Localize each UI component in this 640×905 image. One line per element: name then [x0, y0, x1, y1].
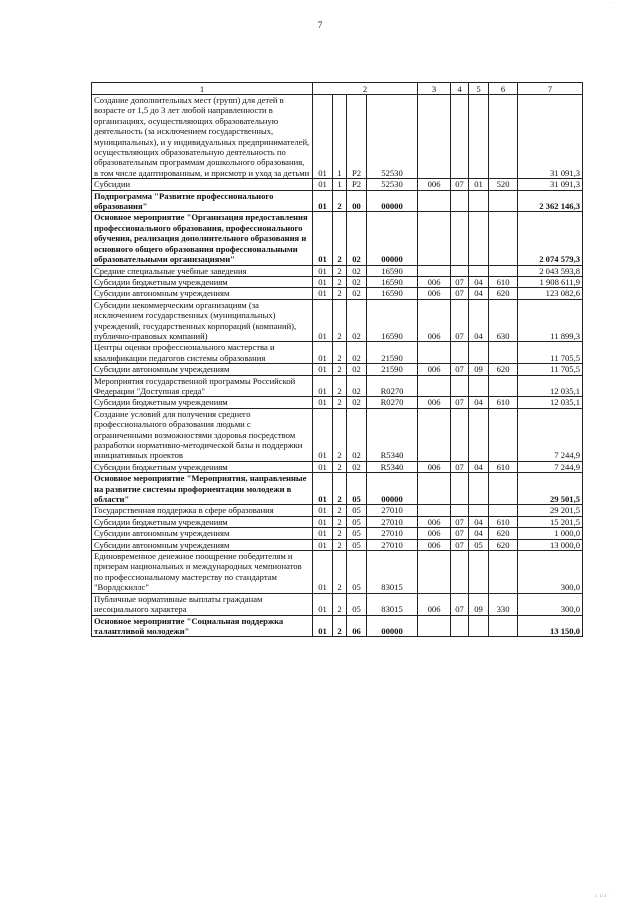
- code-ministry-cell: 006: [418, 461, 451, 472]
- code-ministry-cell: [418, 615, 451, 637]
- amount-cell: 7 244,9: [518, 408, 583, 461]
- code-subsection-cell: 04: [469, 528, 489, 539]
- code-event-cell: 02: [347, 265, 367, 276]
- code-direction-cell: R0270: [367, 397, 418, 408]
- code-subprogram-cell: 1: [333, 95, 347, 179]
- row-name-cell: Субсидии автономным учреждениям: [92, 364, 313, 375]
- code-expense-type-cell: [489, 95, 518, 179]
- code-ministry-cell: [418, 408, 451, 461]
- code-event-cell: 02: [347, 375, 367, 397]
- code-expense-type-cell: 620: [489, 364, 518, 375]
- code-event-cell: 02: [347, 408, 367, 461]
- code-direction-cell: R5340: [367, 408, 418, 461]
- column-header: 4: [451, 83, 469, 95]
- code-program-cell: 01: [313, 516, 333, 527]
- table-row: [92, 505, 583, 516]
- code-expense-type-cell: 610: [489, 516, 518, 527]
- code-ministry-cell: [418, 95, 451, 179]
- code-section-cell: [451, 190, 469, 212]
- code-event-cell: 05: [347, 528, 367, 539]
- code-direction-cell: 27010: [367, 505, 418, 516]
- code-program-cell: 01: [313, 461, 333, 472]
- row-name-cell: Субсидии бюджетным учреждениям: [92, 461, 313, 472]
- table-row: [92, 288, 583, 299]
- code-program-cell: 01: [313, 408, 333, 461]
- column-header: 2: [313, 83, 418, 95]
- code-ministry-cell: [418, 212, 451, 265]
- row-name-cell: Публичные нормативные выплаты гражданам несоциального характера: [92, 593, 313, 615]
- row-name-cell: Субсидии бюджетным учреждениям: [92, 276, 313, 287]
- code-event-cell: 02: [347, 276, 367, 287]
- code-ministry-cell: 006: [418, 397, 451, 408]
- code-subprogram-cell: 2: [333, 615, 347, 637]
- code-program-cell: 01: [313, 288, 333, 299]
- amount-cell: 2 043 593,8: [518, 265, 583, 276]
- table-row: [92, 364, 583, 375]
- code-ministry-cell: [418, 473, 451, 505]
- code-section-cell: 07: [451, 528, 469, 539]
- code-subsection-cell: [469, 190, 489, 212]
- column-header: 1: [92, 83, 313, 95]
- code-program-cell: 01: [313, 505, 333, 516]
- code-direction-cell: 00000: [367, 212, 418, 265]
- code-expense-type-cell: 620: [489, 539, 518, 550]
- code-subprogram-cell: 2: [333, 473, 347, 505]
- code-subprogram-cell: 2: [333, 375, 347, 397]
- row-name-cell: Субсидии бюджетным учреждениям: [92, 516, 313, 527]
- code-direction-cell: 27010: [367, 539, 418, 550]
- code-subsection-cell: [469, 551, 489, 594]
- code-section-cell: 07: [451, 461, 469, 472]
- amount-cell: 300,0: [518, 593, 583, 615]
- code-event-cell: 05: [347, 516, 367, 527]
- table-row: [92, 276, 583, 287]
- code-section-cell: [451, 265, 469, 276]
- code-event-cell: 02: [347, 299, 367, 342]
- row-name-cell: Основное мероприятие "Социальная поддержка талантливой молодежи": [92, 615, 313, 637]
- table-header-row: [92, 83, 583, 95]
- code-program-cell: 01: [313, 593, 333, 615]
- table-row: [92, 179, 583, 190]
- code-subsection-cell: [469, 342, 489, 364]
- code-event-cell: 05: [347, 505, 367, 516]
- code-direction-cell: 00000: [367, 190, 418, 212]
- code-subsection-cell: [469, 615, 489, 637]
- code-expense-type-cell: [489, 505, 518, 516]
- amount-cell: 1 908 611,9: [518, 276, 583, 287]
- amount-cell: 29 201,5: [518, 505, 583, 516]
- code-ministry-cell: 006: [418, 276, 451, 287]
- code-subsection-cell: 09: [469, 364, 489, 375]
- table-row: [92, 299, 583, 342]
- code-expense-type-cell: [489, 551, 518, 594]
- code-event-cell: 02: [347, 212, 367, 265]
- table-body: [92, 95, 583, 637]
- code-ministry-cell: 006: [418, 516, 451, 527]
- code-subsection-cell: [469, 505, 489, 516]
- budget-table: [91, 82, 583, 637]
- code-subprogram-cell: 2: [333, 212, 347, 265]
- code-subsection-cell: 04: [469, 516, 489, 527]
- code-subprogram-cell: 1: [333, 179, 347, 190]
- code-program-cell: 01: [313, 551, 333, 594]
- code-ministry-cell: [418, 265, 451, 276]
- code-ministry-cell: 006: [418, 539, 451, 550]
- code-expense-type-cell: [489, 375, 518, 397]
- code-ministry-cell: [418, 190, 451, 212]
- table-row: [92, 461, 583, 472]
- amount-cell: 31 091,3: [518, 179, 583, 190]
- amount-cell: 12 035,1: [518, 375, 583, 397]
- code-program-cell: 01: [313, 397, 333, 408]
- row-name-cell: Субсидии автономным учреждениям: [92, 539, 313, 550]
- code-expense-type-cell: [489, 212, 518, 265]
- amount-cell: 11 705,5: [518, 364, 583, 375]
- code-subprogram-cell: 2: [333, 539, 347, 550]
- code-section-cell: [451, 615, 469, 637]
- code-section-cell: [451, 505, 469, 516]
- amount-cell: 2 074 579,3: [518, 212, 583, 265]
- code-program-cell: 01: [313, 265, 333, 276]
- code-subprogram-cell: 2: [333, 408, 347, 461]
- table-row: [92, 95, 583, 179]
- amount-cell: 13 150,0: [518, 615, 583, 637]
- code-direction-cell: 52530: [367, 179, 418, 190]
- column-header: 7: [518, 83, 583, 95]
- amount-cell: 1 000,0: [518, 528, 583, 539]
- amount-cell: 15 201,5: [518, 516, 583, 527]
- table-row: [92, 516, 583, 527]
- amount-cell: 13 000,0: [518, 539, 583, 550]
- code-direction-cell: 21590: [367, 342, 418, 364]
- code-expense-type-cell: [489, 615, 518, 637]
- code-expense-type-cell: 520: [489, 179, 518, 190]
- code-section-cell: 07: [451, 539, 469, 550]
- code-direction-cell: 16590: [367, 299, 418, 342]
- code-expense-type-cell: 330: [489, 593, 518, 615]
- code-event-cell: 02: [347, 288, 367, 299]
- code-expense-type-cell: 610: [489, 461, 518, 472]
- code-event-cell: 02: [347, 364, 367, 375]
- code-program-cell: 01: [313, 179, 333, 190]
- column-header: 3: [418, 83, 451, 95]
- table-row: [92, 539, 583, 550]
- code-subprogram-cell: 2: [333, 299, 347, 342]
- code-subsection-cell: 04: [469, 299, 489, 342]
- code-expense-type-cell: 610: [489, 397, 518, 408]
- amount-cell: 2 362 146,3: [518, 190, 583, 212]
- code-program-cell: 01: [313, 190, 333, 212]
- code-direction-cell: 00000: [367, 473, 418, 505]
- code-ministry-cell: 006: [418, 593, 451, 615]
- code-section-cell: 07: [451, 276, 469, 287]
- code-section-cell: 07: [451, 299, 469, 342]
- amount-cell: 7 244,9: [518, 461, 583, 472]
- code-section-cell: [451, 375, 469, 397]
- code-subprogram-cell: 2: [333, 551, 347, 594]
- code-program-cell: 01: [313, 95, 333, 179]
- table-row: [92, 190, 583, 212]
- code-event-cell: 02: [347, 397, 367, 408]
- code-section-cell: 07: [451, 364, 469, 375]
- code-program-cell: 01: [313, 342, 333, 364]
- code-subprogram-cell: 2: [333, 593, 347, 615]
- row-name-cell: Основное мероприятие "Мероприятия, направленные на развитие системы профориентации молодежи в области": [92, 473, 313, 505]
- code-program-cell: 01: [313, 276, 333, 287]
- code-subprogram-cell: 2: [333, 190, 347, 212]
- column-header: 6: [489, 83, 518, 95]
- code-expense-type-cell: [489, 342, 518, 364]
- code-subsection-cell: [469, 212, 489, 265]
- code-program-cell: 01: [313, 615, 333, 637]
- code-section-cell: [451, 473, 469, 505]
- table-row: [92, 375, 583, 397]
- code-program-cell: 01: [313, 299, 333, 342]
- table-row: [92, 212, 583, 265]
- table-row: [92, 397, 583, 408]
- code-subprogram-cell: 2: [333, 265, 347, 276]
- code-expense-type-cell: [489, 265, 518, 276]
- code-subsection-cell: 04: [469, 288, 489, 299]
- code-direction-cell: 16590: [367, 265, 418, 276]
- code-subsection-cell: [469, 265, 489, 276]
- row-name-cell: Субсидии: [92, 179, 313, 190]
- code-program-cell: 01: [313, 528, 333, 539]
- code-expense-type-cell: [489, 190, 518, 212]
- code-subprogram-cell: 2: [333, 516, 347, 527]
- code-subsection-cell: 04: [469, 461, 489, 472]
- code-subsection-cell: [469, 95, 489, 179]
- code-expense-type-cell: 620: [489, 288, 518, 299]
- code-direction-cell: R0270: [367, 375, 418, 397]
- code-subsection-cell: [469, 473, 489, 505]
- row-name-cell: Субсидии некоммерческим организациям (за исключением государственных (муниципальных) учреждений, государственных корпораций (компаний), публично-правовых компаний): [92, 299, 313, 342]
- code-expense-type-cell: 610: [489, 276, 518, 287]
- corner-mark: · ·: [611, 1, 616, 6]
- column-header: 5: [469, 83, 489, 95]
- code-direction-cell: 00000: [367, 615, 418, 637]
- code-subsection-cell: [469, 375, 489, 397]
- amount-cell: 31 091,3: [518, 95, 583, 179]
- code-subprogram-cell: 2: [333, 505, 347, 516]
- code-program-cell: 01: [313, 473, 333, 505]
- amount-cell: 11 899,3: [518, 299, 583, 342]
- row-name-cell: Подпрограмма "Развитие профессионального образования": [92, 190, 313, 212]
- code-event-cell: 06: [347, 615, 367, 637]
- code-section-cell: 07: [451, 179, 469, 190]
- code-subprogram-cell: 2: [333, 528, 347, 539]
- amount-cell: 11 705,5: [518, 342, 583, 364]
- code-expense-type-cell: [489, 473, 518, 505]
- table-row: [92, 593, 583, 615]
- code-event-cell: P2: [347, 95, 367, 179]
- code-direction-cell: R5340: [367, 461, 418, 472]
- code-subsection-cell: 04: [469, 397, 489, 408]
- table-row: [92, 265, 583, 276]
- code-ministry-cell: 006: [418, 179, 451, 190]
- amount-cell: 123 082,6: [518, 288, 583, 299]
- code-program-cell: 01: [313, 212, 333, 265]
- code-ministry-cell: [418, 342, 451, 364]
- code-direction-cell: 16590: [367, 276, 418, 287]
- code-event-cell: 00: [347, 190, 367, 212]
- row-name-cell: Субсидии бюджетным учреждениям: [92, 397, 313, 408]
- row-name-cell: Центры оценки профессионального мастерства и квалификации педагогов системы образования: [92, 342, 313, 364]
- code-section-cell: 07: [451, 516, 469, 527]
- code-direction-cell: 52530: [367, 95, 418, 179]
- code-event-cell: 02: [347, 342, 367, 364]
- code-direction-cell: 83015: [367, 551, 418, 594]
- code-section-cell: 07: [451, 288, 469, 299]
- code-program-cell: 01: [313, 539, 333, 550]
- code-subprogram-cell: 2: [333, 288, 347, 299]
- row-name-cell: Создание условий для получения среднего профессионального образования людьми с ограниченными возможностями здоровья посредством разработки нормативно-методической базы и поддержки инициативных проектов: [92, 408, 313, 461]
- code-expense-type-cell: 630: [489, 299, 518, 342]
- row-name-cell: Субсидии автономным учреждениям: [92, 528, 313, 539]
- code-subprogram-cell: 2: [333, 461, 347, 472]
- row-name-cell: Единовременное денежное поощрение победителям и призерам национальных и международных чемпионатов по профессиональному мастерству по стандартам "Ворлдскиллс": [92, 551, 313, 594]
- code-ministry-cell: [418, 375, 451, 397]
- code-section-cell: [451, 212, 469, 265]
- code-subsection-cell: 01: [469, 179, 489, 190]
- code-subprogram-cell: 2: [333, 276, 347, 287]
- code-event-cell: 05: [347, 551, 367, 594]
- row-name-cell: Создание дополнительных мест (групп) для детей в возрасте от 1,5 до 3 лет любой направленности в организациях, осуществляющих образовательную деятельность (за исключением государственных, муниципальных), и у индивидуальных предпринимателей, осуществляющих образовательную деятельность по образовательным программам дошкольного образования, в том числе адаптированным, и присмотр и уход за детьми: [92, 95, 313, 179]
- code-section-cell: 07: [451, 593, 469, 615]
- code-subsection-cell: 04: [469, 276, 489, 287]
- table-row: [92, 342, 583, 364]
- code-expense-type-cell: 620: [489, 528, 518, 539]
- table-row: [92, 473, 583, 505]
- code-direction-cell: 16590: [367, 288, 418, 299]
- code-expense-type-cell: [489, 408, 518, 461]
- amount-cell: 12 035,1: [518, 397, 583, 408]
- amount-cell: 300,0: [518, 551, 583, 594]
- amount-cell: 29 501,5: [518, 473, 583, 505]
- code-direction-cell: 27010: [367, 516, 418, 527]
- row-name-cell: Основное мероприятие "Организация предоставления профессионального образования, профессионального обучения, реализация дополнительного образования и основного общего образования профессиональными образовательными организациями": [92, 212, 313, 265]
- code-event-cell: 02: [347, 461, 367, 472]
- code-direction-cell: 83015: [367, 593, 418, 615]
- page-number: 7: [317, 20, 323, 30]
- code-ministry-cell: 006: [418, 299, 451, 342]
- table-row: [92, 551, 583, 594]
- code-section-cell: [451, 342, 469, 364]
- table-row: [92, 528, 583, 539]
- code-subsection-cell: 09: [469, 593, 489, 615]
- code-subprogram-cell: 2: [333, 364, 347, 375]
- code-ministry-cell: [418, 551, 451, 594]
- code-subprogram-cell: 2: [333, 342, 347, 364]
- code-section-cell: [451, 95, 469, 179]
- code-section-cell: 07: [451, 397, 469, 408]
- code-ministry-cell: 006: [418, 288, 451, 299]
- table-row: [92, 615, 583, 637]
- code-event-cell: P2: [347, 179, 367, 190]
- code-event-cell: 05: [347, 473, 367, 505]
- code-direction-cell: 27010: [367, 528, 418, 539]
- code-ministry-cell: [418, 505, 451, 516]
- code-program-cell: 01: [313, 375, 333, 397]
- code-subsection-cell: 05: [469, 539, 489, 550]
- code-subprogram-cell: 2: [333, 397, 347, 408]
- code-direction-cell: 21590: [367, 364, 418, 375]
- table-row: [92, 408, 583, 461]
- code-ministry-cell: 006: [418, 528, 451, 539]
- code-event-cell: 05: [347, 593, 367, 615]
- row-name-cell: Мероприятия государственной программы Российской Федерации "Доступная среда": [92, 375, 313, 397]
- code-section-cell: [451, 551, 469, 594]
- code-ministry-cell: 006: [418, 364, 451, 375]
- code-program-cell: 01: [313, 364, 333, 375]
- code-section-cell: [451, 408, 469, 461]
- row-name-cell: Государственная поддержка в сфере образования: [92, 505, 313, 516]
- footer-mark: ı ııı ·: [595, 894, 612, 899]
- row-name-cell: Субсидии автономным учреждениям: [92, 288, 313, 299]
- code-subsection-cell: [469, 408, 489, 461]
- row-name-cell: Средние специальные учебные заведения: [92, 265, 313, 276]
- code-event-cell: 05: [347, 539, 367, 550]
